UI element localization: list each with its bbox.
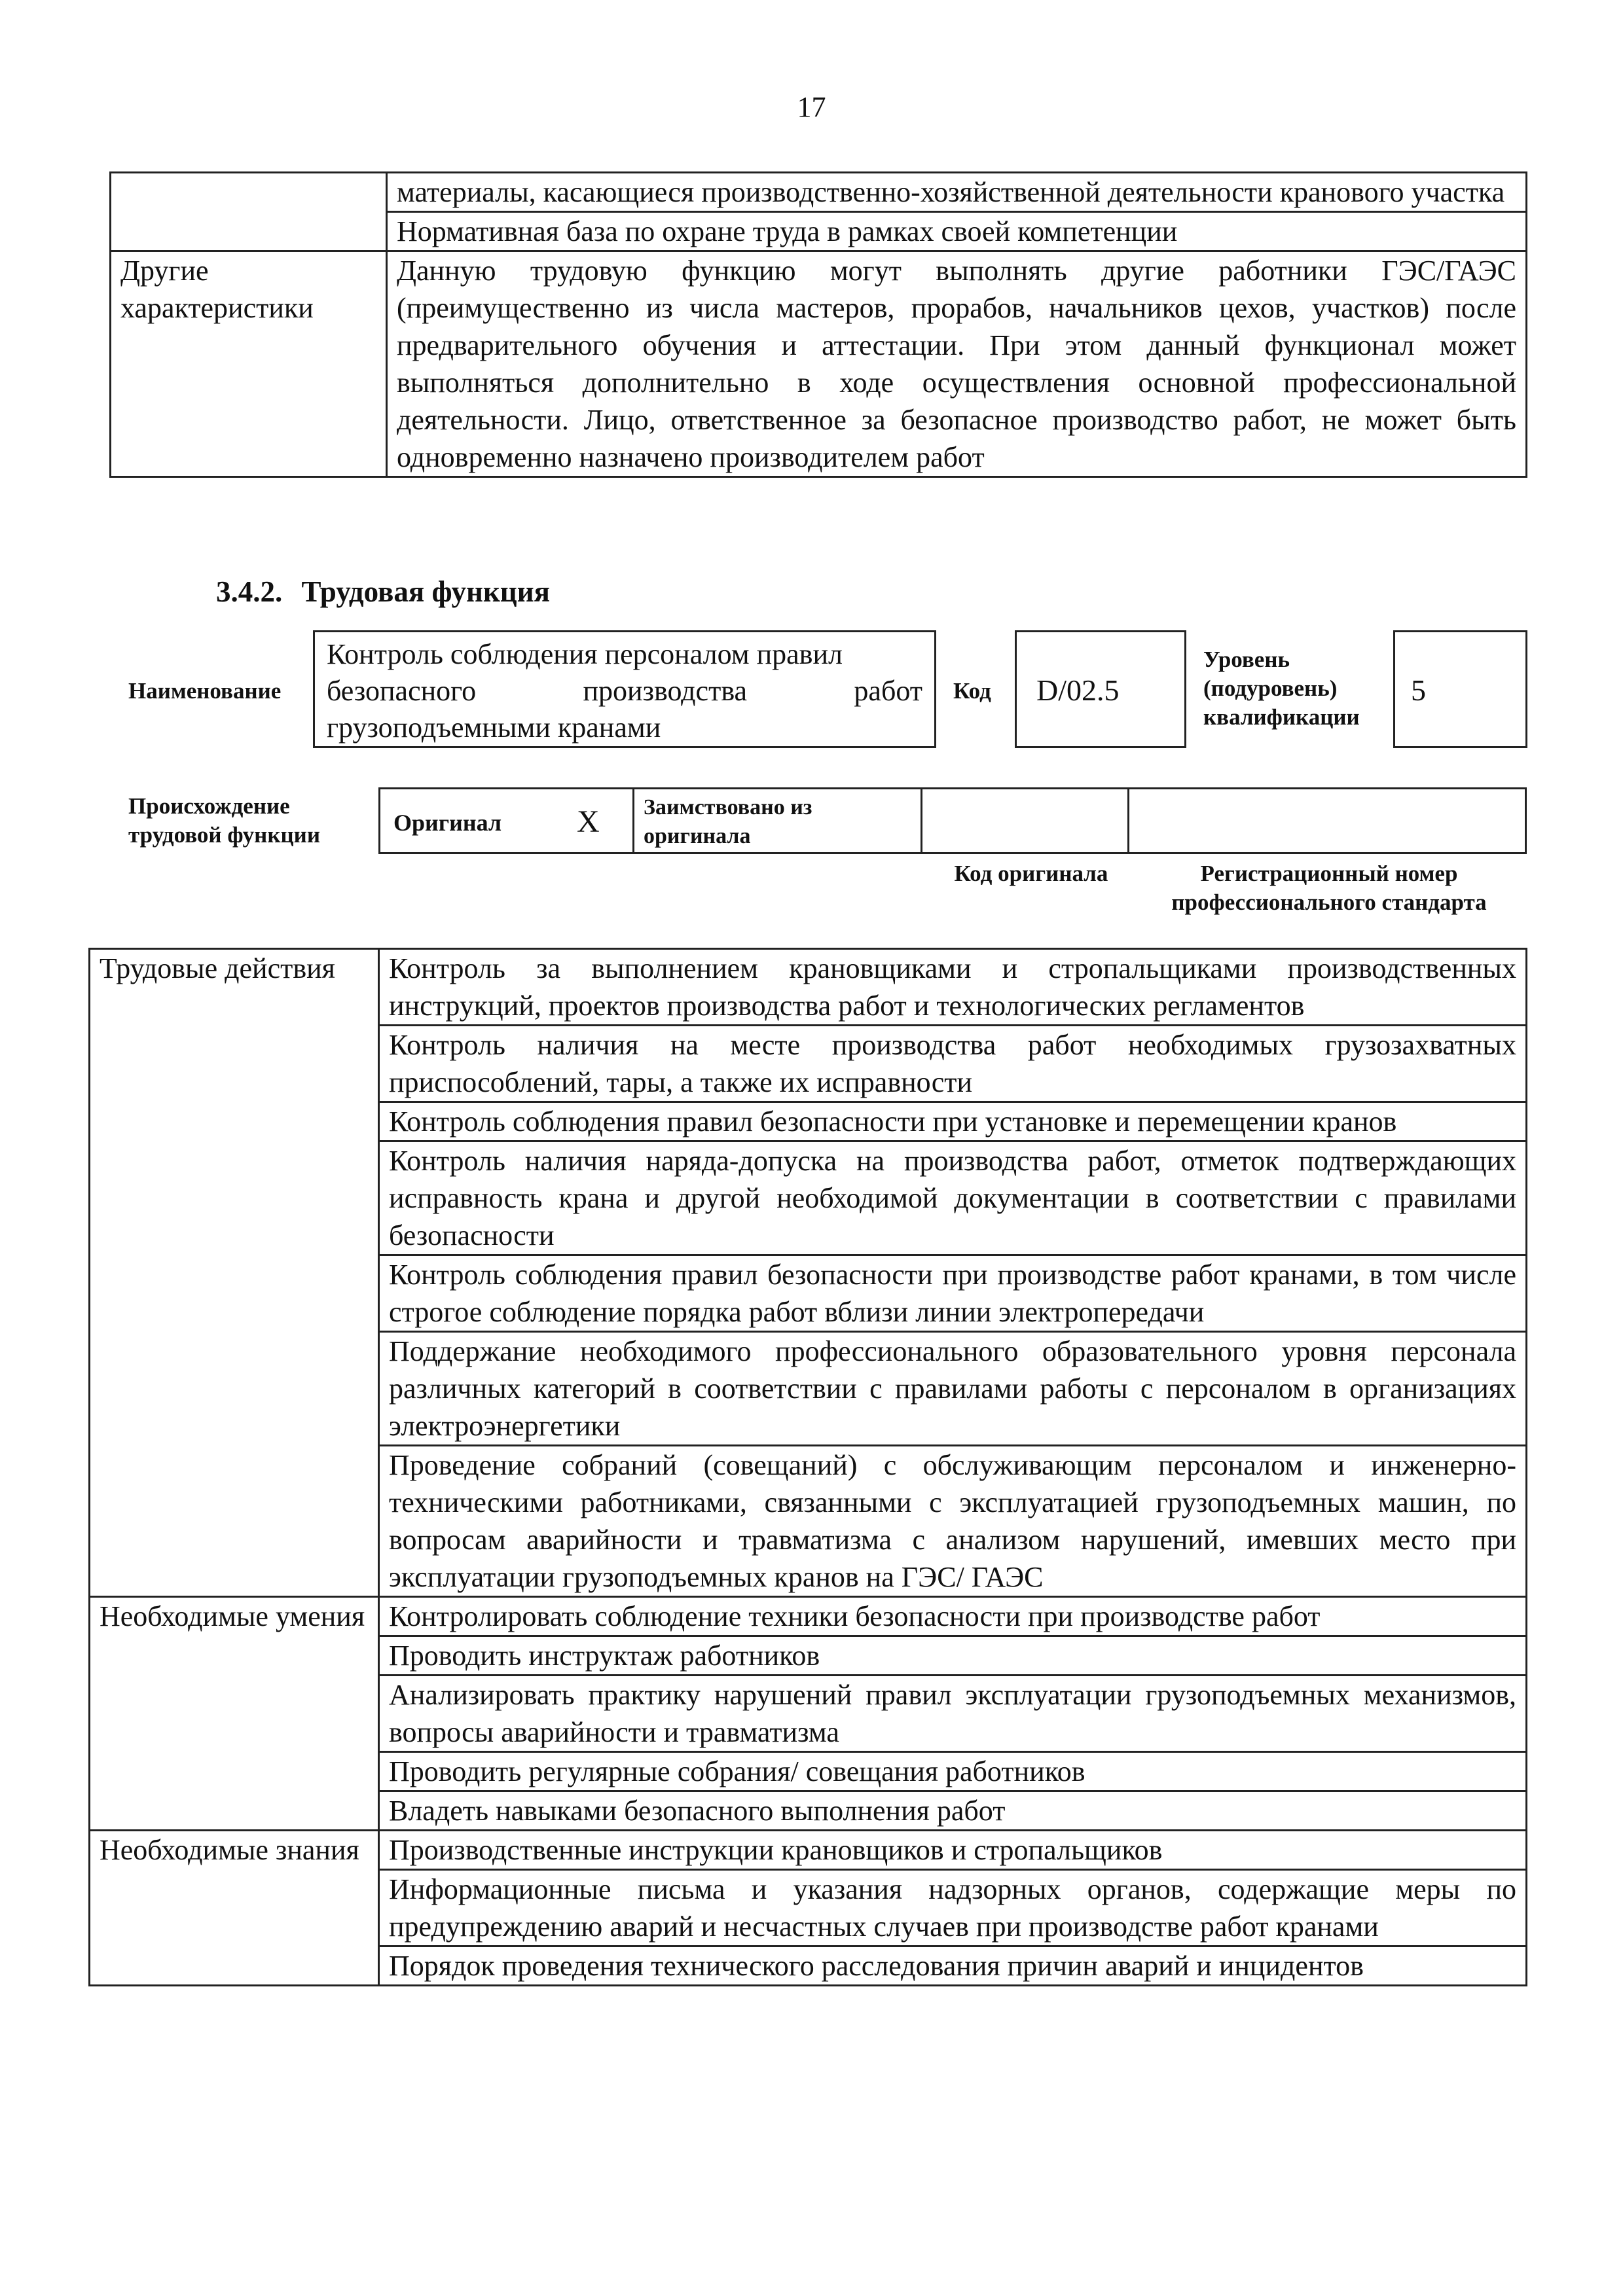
characteristics-table <box>109 171 1527 478</box>
skill-item: Контролировать соблюдение техники безопасности при производстве работ <box>379 1597 1527 1636</box>
skill-item: Проводить регулярные собрания/ совещания работников <box>379 1752 1527 1791</box>
labor-actions-label: Трудовые действия <box>90 949 379 1597</box>
level-value: 5 <box>1393 630 1527 748</box>
table-row <box>90 1597 1527 1636</box>
table-row <box>90 949 1527 1026</box>
page-number: 17 <box>797 91 826 123</box>
code-original-label: Код оригинала <box>954 861 1108 886</box>
skill-item: Проводить инструктаж работников <box>379 1636 1527 1676</box>
function-name-box <box>313 630 936 748</box>
reg-number-label-line: профессионального стандарта <box>1171 889 1487 915</box>
level-label <box>1203 645 1360 732</box>
table-row <box>90 1831 1527 1870</box>
borrowed-label-line: Заимствовано из <box>644 795 812 819</box>
labor-action-item: Контроль соблюдения правил безопасности при производстве работ кранами, в том числе строгое соблюдение порядка работ вблизи линии электропередачи <box>379 1255 1527 1332</box>
level-label-line: квалификации <box>1203 704 1360 730</box>
labor-action-item: Контроль за выполнением крановщиками и стропальщиками производственных инструкций, проектов производства работ и технологических регламентов <box>379 949 1527 1026</box>
reg-number-cell <box>1129 789 1525 852</box>
section-heading <box>216 575 550 609</box>
level-label-line: Уровень <box>1203 647 1290 672</box>
name-label: Наименование <box>128 678 282 704</box>
code-value: D/02.5 <box>1015 630 1186 748</box>
skill-item: Анализировать практику нарушений правил эксплуатации грузоподъемных механизмов, вопросы аварийности и травматизма <box>379 1676 1527 1752</box>
borrowed-label <box>644 793 812 851</box>
other-characteristics-text: Данную трудовую функцию могут выполнять другие работники ГЭС/ГАЭС (преимущественно из числа мастеров, прорабов, начальников цехов, участков) после предварительного обучения и аттестации. При этом данный функционал может выполняться дополнительно в ходе осуществления основной профессиональной деятельности. Лицо, ответственное за безопасное производство работ, не может быть одновременно назначено производителем работ <box>387 251 1527 477</box>
origin-label <box>128 792 320 850</box>
table-cell: Нормативная база по охране труда в рамках своей компетенции <box>387 212 1527 251</box>
level-label-line: (подуровень) <box>1203 675 1338 701</box>
code-label: Код <box>953 678 991 704</box>
origin-row <box>378 787 1527 854</box>
original-mark: X <box>577 804 600 839</box>
reg-number-label-line: Регистрационный номер <box>1200 861 1458 886</box>
borrowed-label-line: оригинала <box>644 824 751 848</box>
function-name-line: Контроль соблюдения персоналом правил <box>327 638 843 670</box>
other-characteristics-label: Другие характеристики <box>111 251 387 477</box>
code-original-cell <box>922 789 1129 852</box>
origin-label-line: Происхождение <box>128 793 290 819</box>
labor-action-item: Контроль соблюдения правил безопасности при установке и перемещении кранов <box>379 1102 1527 1141</box>
table-row <box>111 251 1527 477</box>
labor-action-item: Контроль наличия на месте производства работ необходимых грузозахватных приспособлений, тары, а также их исправности <box>379 1026 1527 1102</box>
function-name-line: грузоподъемными кранами <box>327 711 661 744</box>
empty-label-cell <box>111 173 387 251</box>
skills-label: Необходимые умения <box>90 1597 379 1831</box>
function-details-table <box>88 948 1527 1986</box>
table-cell: материалы, касающиеся производственно-хозяйственной деятельности кранового участка <box>387 173 1527 212</box>
reg-number-label <box>1126 859 1532 917</box>
knowledge-item: Информационные письма и указания надзорных органов, содержащие меры по предупреждению аварий и несчастных случаев при производстве работ кранами <box>379 1870 1527 1946</box>
borrowed-cell <box>634 789 922 852</box>
knowledge-item: Производственные инструкции крановщиков и стропальщиков <box>379 1831 1527 1870</box>
knowledge-item: Порядок проведения технического расследования причин аварий и инцидентов <box>379 1946 1527 1986</box>
labor-action-item: Поддержание необходимого профессионального образовательного уровня персонала различных категорий в соответствии с правилами работы с персоналом в организациях электроэнергетики <box>379 1332 1527 1446</box>
skill-item: Владеть навыками безопасного выполнения работ <box>379 1791 1527 1831</box>
section-number: 3.4.2. <box>216 575 283 608</box>
labor-action-item: Контроль наличия наряда-допуска на производства работ, отметок подтверждающих исправность крана и другой необходимой документации в соответствии с правилами безопасности <box>379 1141 1527 1255</box>
table-row <box>111 173 1527 212</box>
knowledge-label: Необходимые знания <box>90 1831 379 1986</box>
original-cell <box>380 789 634 852</box>
origin-label-line: трудовой функции <box>128 822 321 848</box>
function-name-line: безопасного производства работ <box>327 675 922 707</box>
original-label: Оригинал <box>393 810 502 836</box>
labor-action-item: Проведение собраний (совещаний) с обслуживающим персоналом и инженерно-техническими работниками, связанными с эксплуатацией грузоподъемных машин, по вопросам аварийности и травматизма с анализом нарушений, имевших место при эксплуатации грузоподъемных кранов на ГЭС/ ГАЭС <box>379 1446 1527 1597</box>
section-title: Трудовая функция <box>301 575 551 608</box>
